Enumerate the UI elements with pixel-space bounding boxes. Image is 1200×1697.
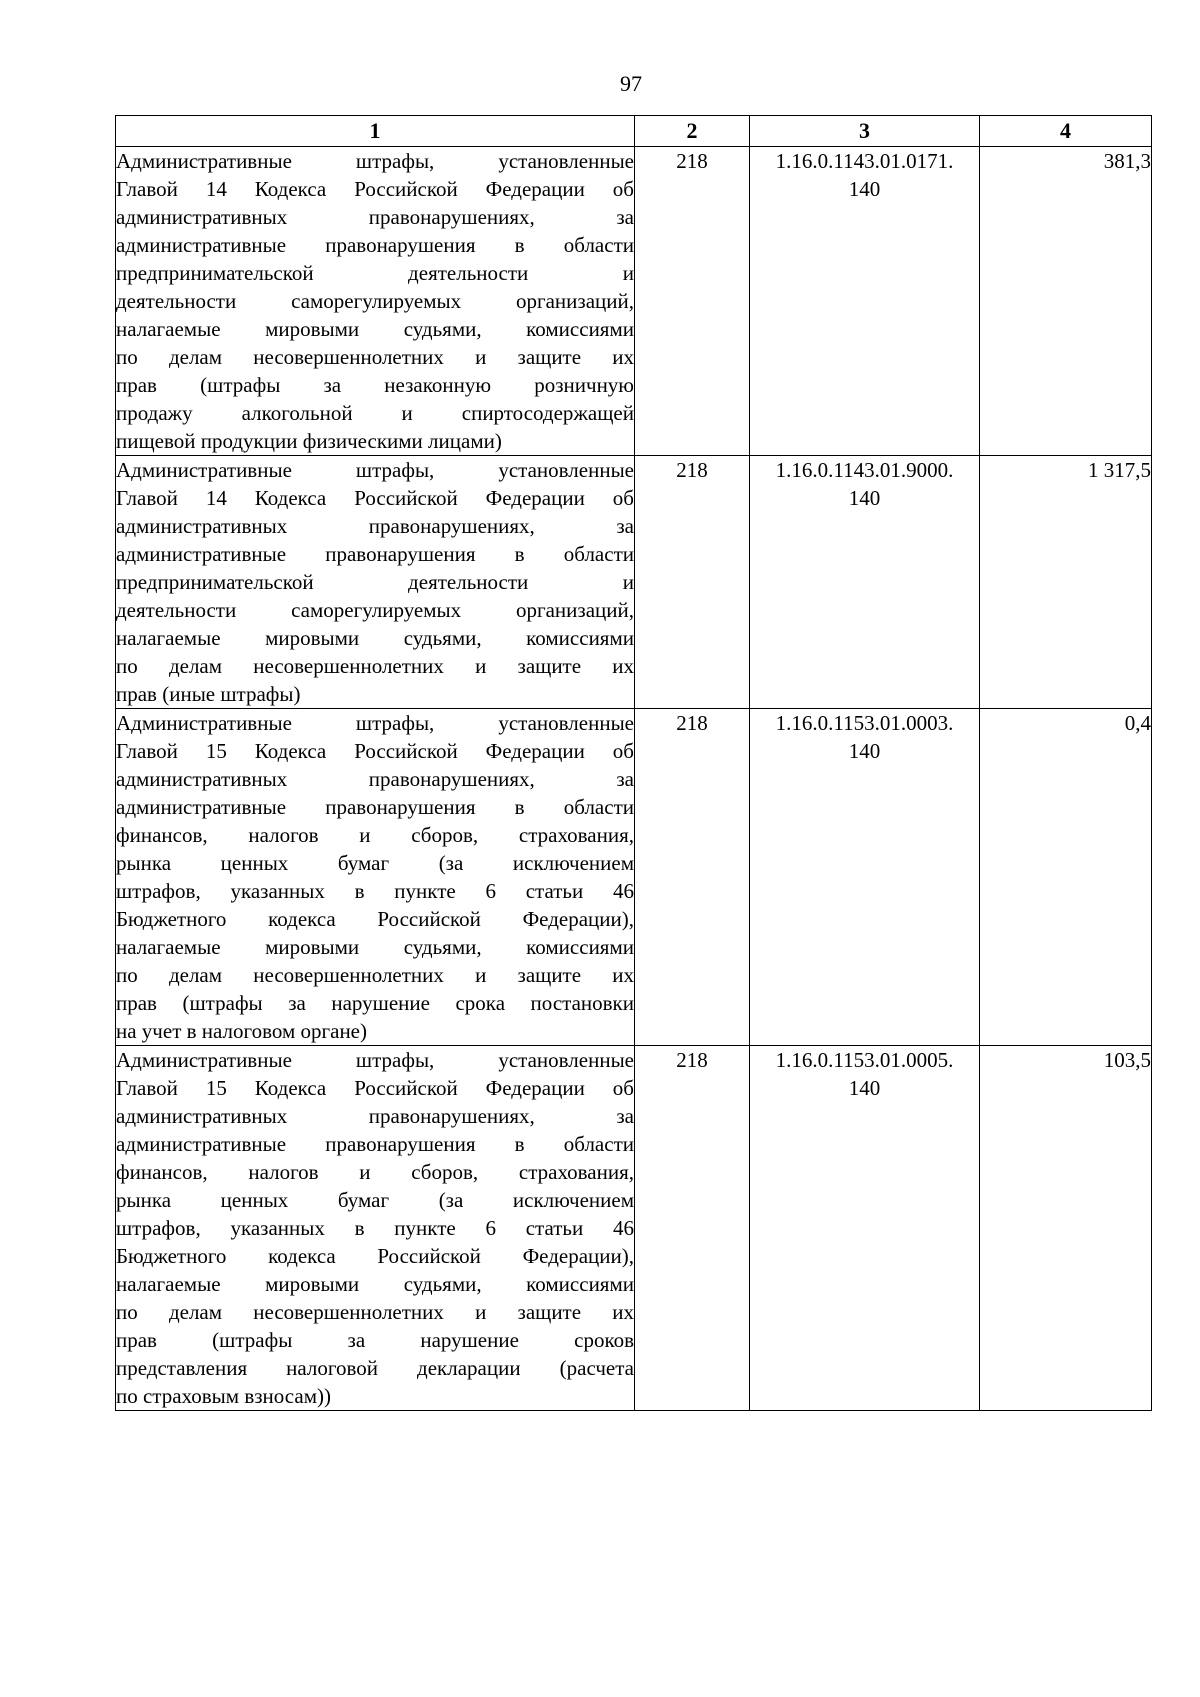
description-line: прав (штрафы за нарушение срока постановки [116,991,634,1015]
description-cell [116,1046,635,1411]
description-cell [116,709,635,1046]
description-line: по делам несовершеннолетних и защите их [116,654,634,678]
description-line: Административные штрафы, установленные [116,711,634,735]
description-line: прав (штрафы за нарушение сроков [116,1328,634,1352]
description-line: продажу алкогольной и спиртосодержащей [116,401,634,425]
admin-code-cell: 218 [635,709,750,1046]
description-cell [116,456,635,709]
table-row [116,456,1152,709]
description-line: налагаемые мировыми судьями, комиссиями [116,626,634,650]
kbk-cell [750,1046,980,1411]
description-line: прав (иные штрафы) [116,682,301,706]
description-line: на учет в налоговом органе) [116,1019,367,1043]
amount-cell: 1 317,5 [980,456,1152,709]
kbk-line: 1.16.0.1153.01.0005. [775,1048,954,1072]
description-line: Административные штрафы, установленные [116,1048,634,1072]
description-line: налагаемые мировыми судьями, комиссиями [116,317,634,341]
description-line: деятельности саморегулируемых организаций, [116,289,634,313]
table-row [116,147,1152,456]
description-line: административных правонарушениях, за [116,1104,634,1128]
description-line: Главой 14 Кодекса Российской Федерации об [116,486,634,510]
description-line: штрафов, указанных в пункте 6 статьи 46 [116,879,634,903]
kbk-line: 140 [848,486,881,510]
kbk-cell [750,456,980,709]
description-line: рынка ценных бумаг (за исключением [116,851,634,875]
page-number: 97 [620,71,642,96]
description-line: административные правонарушения в области [116,542,634,566]
table-row [116,709,1152,1046]
description-line: предпринимательской деятельности и [116,261,634,285]
header-row [116,116,1152,147]
description-line: штрафов, указанных в пункте 6 статьи 46 [116,1216,634,1240]
admin-code-cell: 218 [635,456,750,709]
kbk-line: 1.16.0.1143.01.9000. [775,458,954,482]
kbk-cell [750,709,980,1046]
description-line: деятельности саморегулируемых организаций, [116,598,634,622]
description-line: административные правонарушения в области [116,1132,634,1156]
budget-table [115,115,1152,1411]
description-line: финансов, налогов и сборов, страхования, [116,1160,634,1184]
description-line: Административные штрафы, установленные [116,149,634,173]
description-cell [116,147,635,456]
description-line: рынка ценных бумаг (за исключением [116,1188,634,1212]
description-line: предпринимательской деятельности и [116,570,634,594]
description-line: Главой 15 Кодекса Российской Федерации об [116,739,634,763]
description-line: по страховым взносам)) [116,1384,331,1408]
description-line: административных правонарушениях, за [116,205,634,229]
table-body [116,147,1152,1411]
description-line: Главой 14 Кодекса Российской Федерации об [116,177,634,201]
description-line: по делам несовершеннолетних и защите их [116,963,634,987]
kbk-cell [750,147,980,456]
description-line: по делам несовершеннолетних и защите их [116,345,634,369]
description-line: Бюджетного кодекса Российской Федерации), [116,1244,634,1268]
description-line: административные правонарушения в области [116,795,634,819]
column-header-3: 3 [750,116,980,147]
table-row [116,1046,1152,1411]
description-line: Административные штрафы, установленные [116,458,634,482]
admin-code-cell: 218 [635,1046,750,1411]
kbk-line: 1.16.0.1153.01.0003. [775,711,954,735]
description-line: прав (штрафы за незаконную розничную [116,373,634,397]
column-header-2: 2 [635,116,750,147]
kbk-line: 140 [848,177,881,201]
amount-cell: 103,5 [980,1046,1152,1411]
description-line: Бюджетного кодекса Российской Федерации), [116,907,634,931]
column-header-1: 1 [116,116,635,147]
amount-cell: 0,4 [980,709,1152,1046]
description-line: Главой 15 Кодекса Российской Федерации об [116,1076,634,1100]
description-line: финансов, налогов и сборов, страхования, [116,823,634,847]
description-line: пищевой продукции физическими лицами) [116,429,502,453]
admin-code-cell: 218 [635,147,750,456]
kbk-line: 140 [848,1076,881,1100]
description-line: налагаемые мировыми судьями, комиссиями [116,1272,634,1296]
description-line: представления налоговой декларации (расчета [116,1356,634,1380]
description-line: по делам несовершеннолетних и защите их [116,1300,634,1324]
kbk-line: 1.16.0.1143.01.0171. [775,149,954,173]
description-line: административных правонарушениях, за [116,514,634,538]
amount-cell: 381,3 [980,147,1152,456]
column-header-4: 4 [980,116,1152,147]
description-line: административных правонарушениях, за [116,767,634,791]
description-line: административные правонарушения в области [116,233,634,257]
kbk-line: 140 [848,739,881,763]
description-line: налагаемые мировыми судьями, комиссиями [116,935,634,959]
